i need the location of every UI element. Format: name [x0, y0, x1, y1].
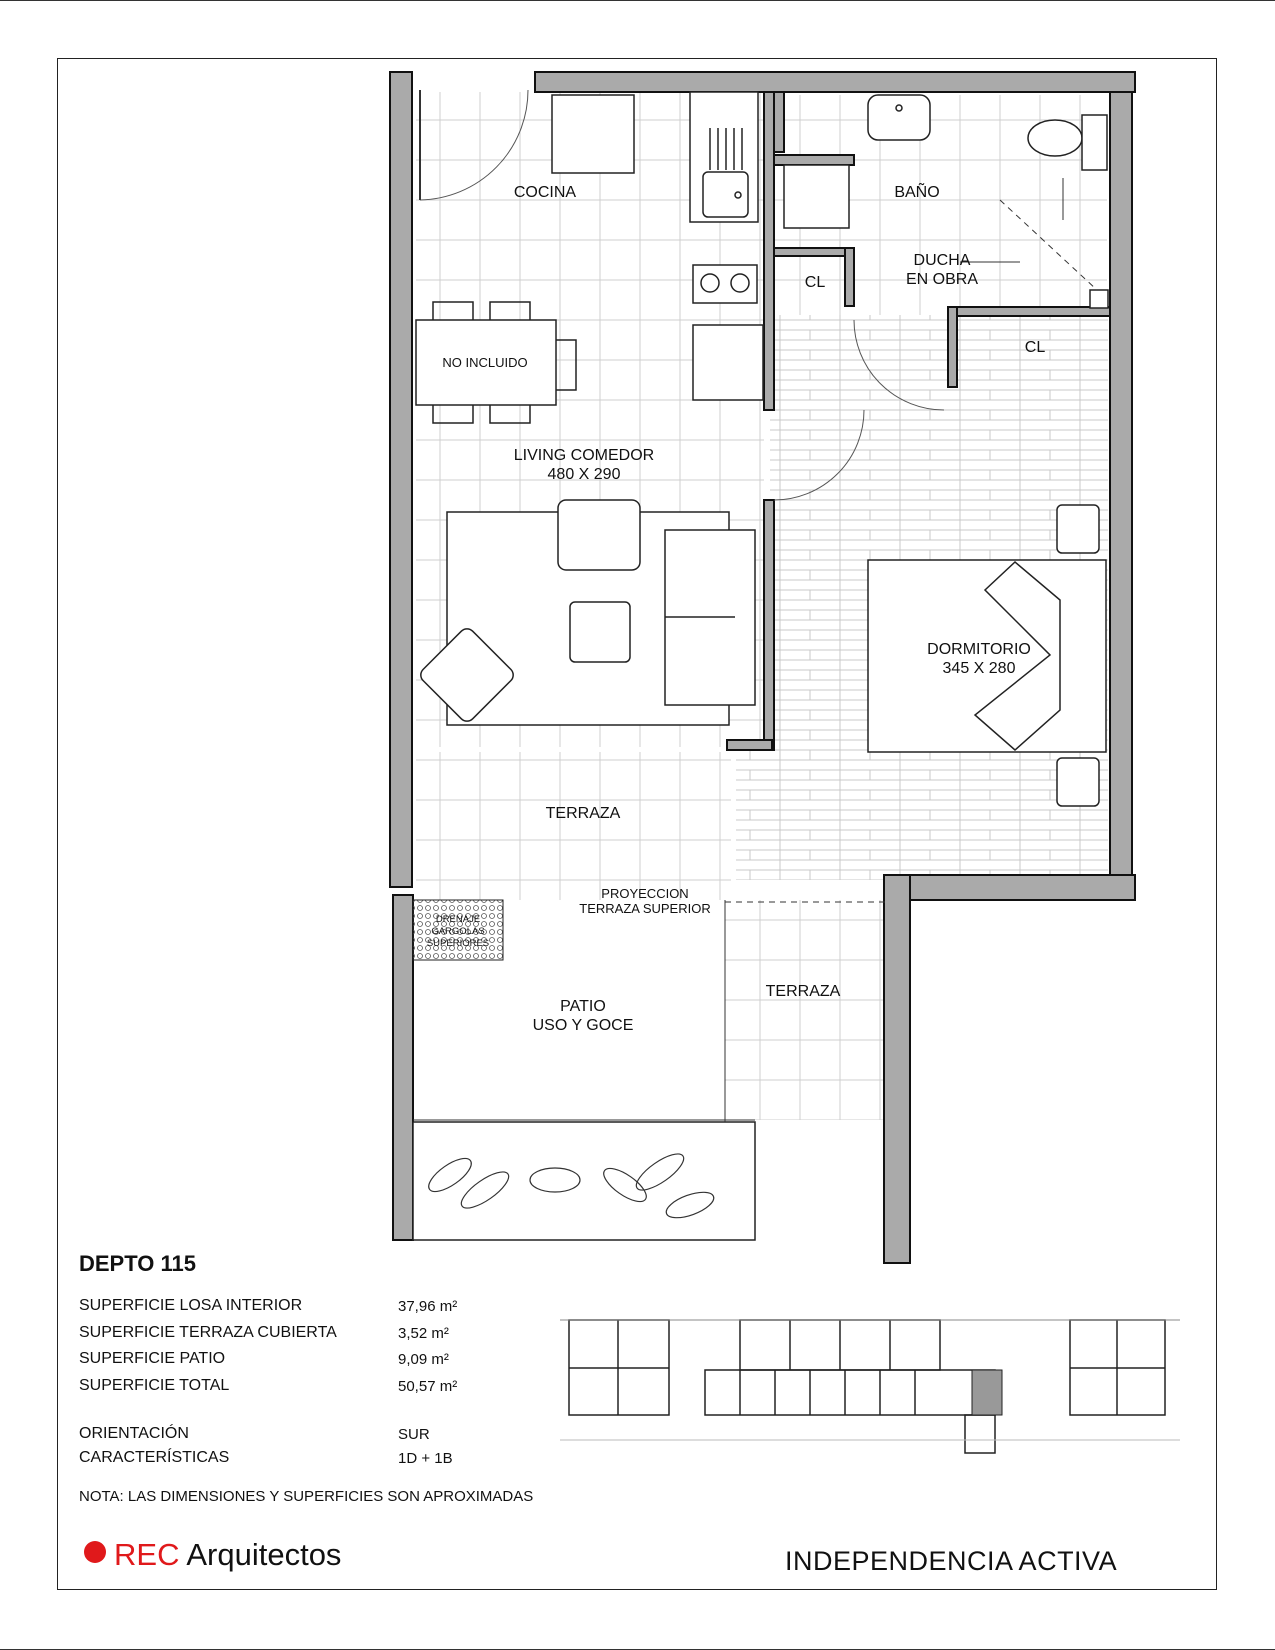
bedroom-lower-floor: [736, 745, 1108, 880]
brand-logo: [84, 1537, 341, 1573]
spec-value: 1D + 1B: [398, 1450, 453, 1467]
label-ducha-2: EN OBRA: [905, 271, 979, 288]
spec-label: ORIENTACIÓN: [79, 1425, 189, 1442]
label-dormitorio-2: 345 X 280: [942, 660, 1016, 677]
label-drenaje-1: DRENAJE: [435, 914, 481, 925]
spec-value: 37,96 m²: [398, 1298, 458, 1315]
note: NOTA: LAS DIMENSIONES Y SUPERFICIES SON APROXIMADAS: [79, 1488, 534, 1505]
spec-value: 3,52 m²: [398, 1325, 449, 1342]
spec-label: SUPERFICIE TERRAZA CUBIERTA: [79, 1324, 337, 1341]
unit-title: DEPTO 115: [79, 1251, 196, 1276]
label-no-incluido: NO INCLUIDO: [442, 355, 528, 370]
label-terraza-2: TERRAZA: [765, 983, 841, 1000]
unit-highlight: [972, 1370, 1002, 1415]
spec-value: 50,57 m²: [398, 1378, 458, 1395]
spec-value: 9,09 m²: [398, 1351, 449, 1368]
label-proyeccion-2: TERRAZA SUPERIOR: [579, 901, 711, 916]
logo-rec: REC: [114, 1537, 180, 1572]
terrace-floor-2: [725, 900, 885, 1120]
spec-value: SUR: [398, 1426, 430, 1443]
project-name: INDEPENDENCIA ACTIVA: [785, 1546, 1118, 1576]
label-patio-1: PATIO: [560, 998, 606, 1015]
label-living-1: LIVING COMEDOR: [513, 447, 655, 464]
logo-arquitectos: Arquitectos: [186, 1537, 342, 1572]
label-patio-2: USO Y GOCE: [532, 1017, 634, 1034]
label-cl-2: CL: [1024, 339, 1046, 356]
label-drenaje-2: GARGOLAS: [431, 926, 485, 937]
spec-label: SUPERFICIE PATIO: [79, 1350, 226, 1367]
logo-dot: [84, 1541, 106, 1563]
label-dormitorio-1: DORMITORIO: [927, 641, 1031, 658]
label-cl-1: CL: [804, 274, 826, 291]
spec-label: SUPERFICIE TOTAL: [79, 1377, 230, 1394]
spec-label: CARACTERÍSTICAS: [79, 1449, 230, 1466]
label-ducha-1: DUCHA: [913, 252, 971, 269]
label-living-2: 480 X 290: [547, 466, 621, 483]
key-plan: [560, 1300, 1200, 1460]
terrace-floor-1: [416, 752, 731, 900]
planter: [413, 1122, 755, 1240]
label-cocina: COCINA: [513, 184, 577, 201]
label-bano: BAÑO: [894, 184, 940, 201]
label-terraza-1: TERRAZA: [545, 805, 621, 822]
spec-label: SUPERFICIE LOSA INTERIOR: [79, 1297, 303, 1314]
living-furniture: [418, 500, 755, 725]
label-drenaje-3: SUPERIORES: [426, 938, 490, 949]
label-proyeccion-1: PROYECCION: [601, 886, 689, 901]
